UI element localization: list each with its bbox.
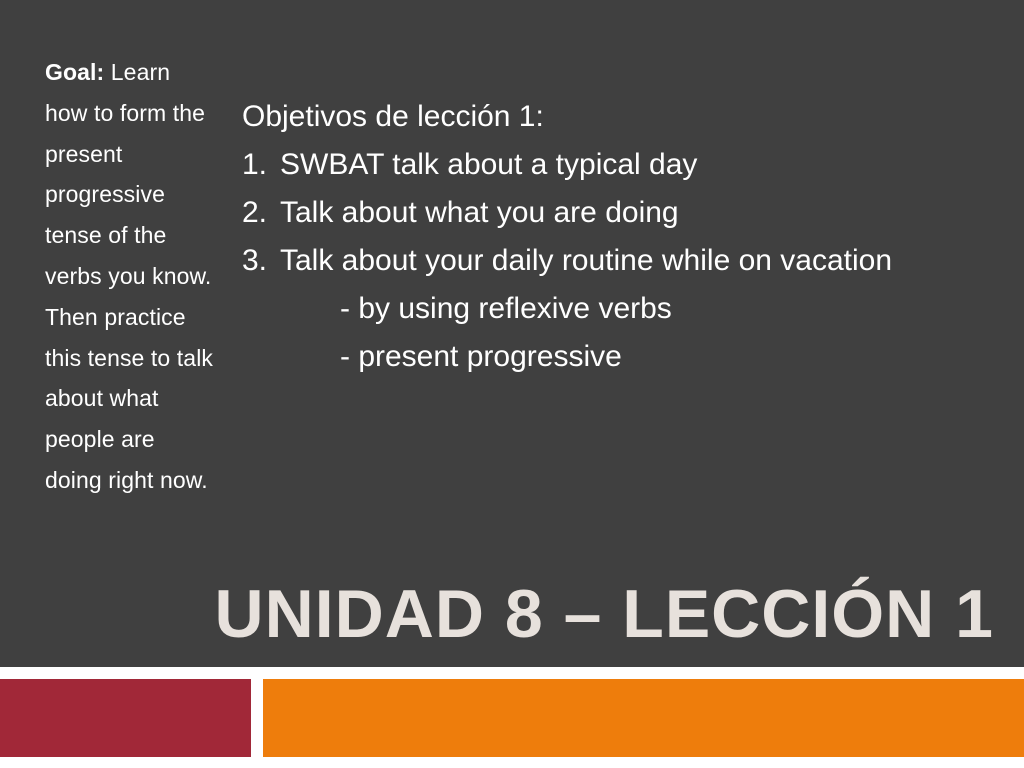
objective-text: Talk about your daily routine while on vacation <box>280 244 893 277</box>
objective-text: SWBAT talk about a typical day <box>280 148 698 181</box>
objective-sub-item: - by using reflexive verbs <box>340 292 672 325</box>
goal-label: Goal: <box>45 59 105 85</box>
objective-text: Talk about what you are doing <box>280 196 679 229</box>
objectives-box <box>242 93 1002 381</box>
objective-number: 2. <box>242 196 268 229</box>
objectives-list <box>242 141 1002 285</box>
objectives-heading: Objetivos de lección 1: <box>242 100 544 133</box>
goal-description: Learn how to form the present progressive tense of the verbs you know. Then practice this tense to talk about what people are doing right now. <box>45 59 213 493</box>
objective-item <box>242 237 1002 285</box>
accent-bar-orange <box>263 679 1024 757</box>
goal-text-box <box>45 52 217 501</box>
objective-number: 3. <box>242 244 268 277</box>
objective-item <box>242 189 1002 237</box>
objective-sub-item: - present progressive <box>340 340 622 373</box>
slide-title: UNIDAD 8 – LECCIÓN 1 <box>214 576 994 652</box>
accent-bar-red <box>0 679 251 757</box>
objective-number: 1. <box>242 148 268 181</box>
objective-item <box>242 141 1002 189</box>
